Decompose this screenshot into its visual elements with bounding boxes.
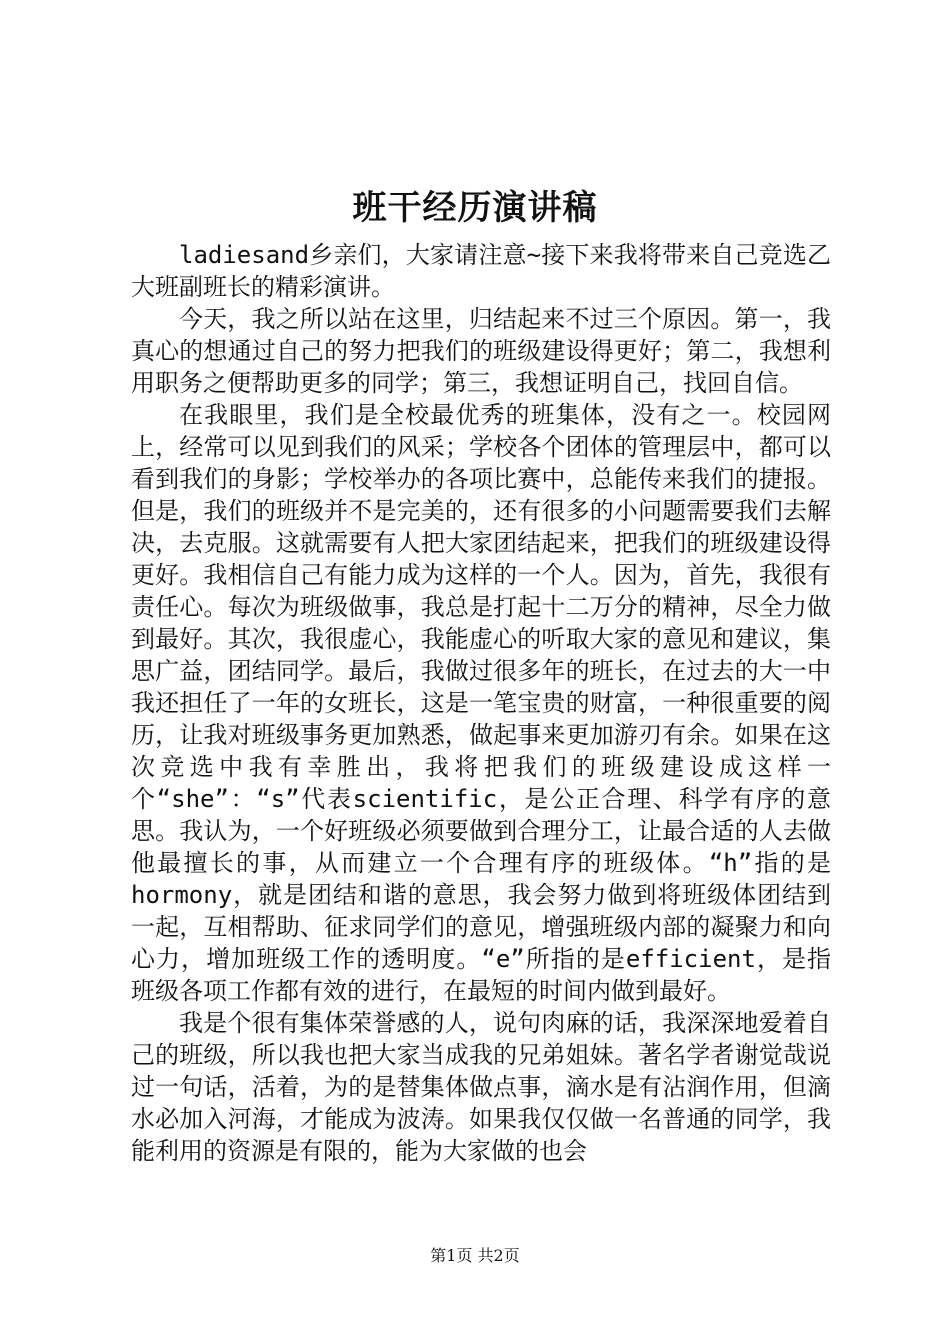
- document-title: 班干经历演讲稿: [352, 188, 598, 228]
- paragraph: ladiesand乡亲们，大家请注意~接下来我将带来自己竞选乙大班副班长的精彩演讲。: [131, 241, 831, 301]
- page-number-footer: 第1页 共2页: [430, 1246, 520, 1265]
- paragraph: 在我眼里，我们是全校最优秀的班集体，没有之一。校园网上，经常可以见到我们的风采；学校各个团体的管理层中，都可以看到我们的身影；学校举办的各项比赛中，总能传来我们的捷报。但是，我们的班级并不是完美的，还有很多的小问题需要我们去解决，去克服。这就需要有人把大家团结起来，把我们的班级建设得更好。我相信自己有能力成为这样的一个人。因为，首先，我很有责任心。每次为班级做事，我总是打起十二万分的精神，尽全力做到最好。其次，我很虚心，我能虚心的听取大家的意见和建议，集思广益，团结同学。最后，我做过很多年的班长，在过去的大一中我还担任了一年的女班长，这是一笔宝贵的财富，一种很重要的阅历，让我对班级事务更加熟悉，做起事来更加游刃有余。如果在这次竞选中我有幸胜出，我将把我们的班级建设成这样一个“she”：“s”代表scientific，是公正合理、科学有序的意思。我认为，一个好班级必须要做到合理分工，让最合适的人去做他最擅长的事，从而建立一个合理有序的班级体。“h”指的是hormony，就是团结和谐的意思，我会努力做到将班级体团结到一起，互相帮助、征求同学们的意见，增强班级内部的凝聚力和向心力，增加班级工作的透明度。“e”所指的是efficient，是指班级各项工作都有效的进行，在最短的时间内做到最好。: [131, 401, 831, 1005]
- paragraph: 今天，我之所以站在这里，归结起来不过三个原因。第一，我真心的想通过自己的努力把我们的班级建设得更好；第二，我想利用职务之便帮助更多的同学；第三，我想证明自己，找回自信。: [131, 305, 831, 397]
- document-body: [131, 239, 831, 1167]
- paragraph: 我是个很有集体荣誉感的人，说句肉麻的话，我深深地爱着自己的班级，所以我也把大家当成我的兄弟姐妹。著名学者谢觉哉说过一句话，活着，为的是替集体做点事，滴水是有沾润作用，但滴水必加入河海，才能成为波涛。如果我仅仅做一名普通的同学，我能利用的资源是有限的，能为大家做的也会: [131, 1009, 831, 1165]
